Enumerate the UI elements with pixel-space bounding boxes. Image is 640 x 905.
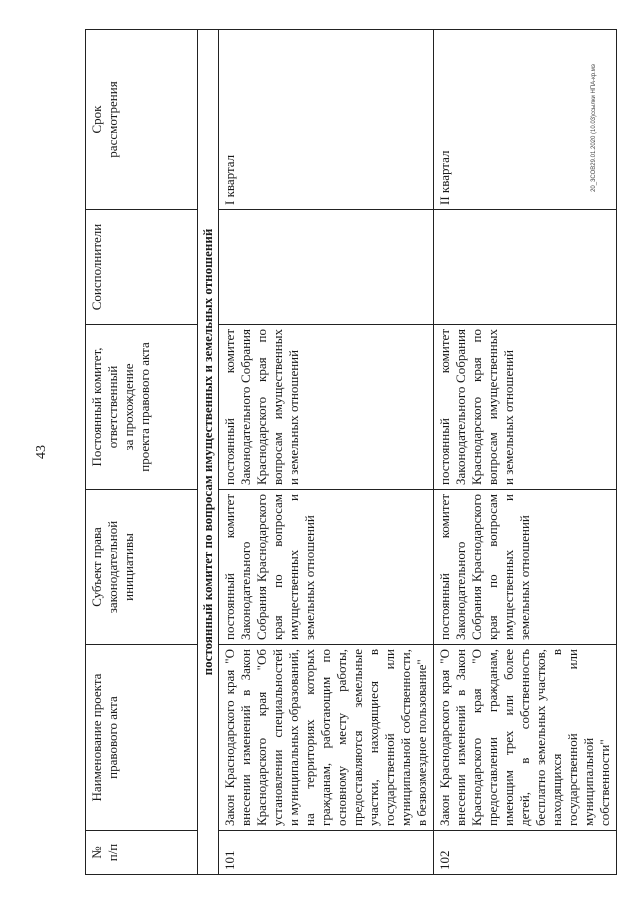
row-term: I квартал — [219, 30, 434, 210]
row-committee: постоянный комитет Законодательного Собрания Краснодарского края по вопросам имущественных и земельных отношений — [434, 325, 617, 490]
page-number: 43 — [34, 445, 49, 459]
header-subject: Субъект права законодательной инициативы — [86, 490, 198, 645]
header-num: № п/п — [86, 831, 198, 875]
header-term: Срок рассмотрения — [86, 30, 198, 210]
header-name: Наименование проекта правового акта — [86, 645, 198, 831]
row-coexecutors — [434, 210, 617, 325]
table-header-row — [86, 30, 198, 875]
row-name: Закон Краснодарского края "О внесении изменений в Закон Краснодарского края "Об установлении специальностей и муниципальных образований, на территориях которых гражданам, работающим по основному месту работы, предоставляются земельные участки, находящиеся в государственной или муниципальной собственности, в безвозмездное пользование" — [219, 645, 434, 831]
row-num: 101 — [219, 831, 434, 875]
row-subject: постоянный комитет Законодательного Собрания Краснодарского края по вопросам имущественных и земельных отношений — [219, 490, 434, 645]
document-stamp: 20_3СОВ29.01.2020 (10.03)ссылки НПА-кр.мэ — [591, 64, 597, 192]
section-row — [198, 30, 219, 875]
row-subject: постоянный комитет Законодательного Собрания Краснодарского края по вопросам имущественных и земельных отношений — [434, 490, 617, 645]
table-row — [219, 30, 434, 875]
header-committee: Постоянный комитет, ответственный за прохождение проекта правового акта — [86, 325, 198, 490]
header-coexecutors: Соисполнители — [86, 210, 198, 325]
row-coexecutors — [219, 210, 434, 325]
row-name: Закон Краснодарского края "О внесении изменений в Закон Краснодарского края "О предоставлении гражданам, имеющим трех или более детей, в собственность бесплатно земельных участков, находящихся в государственной или муниципальной собственности" — [434, 645, 617, 831]
row-committee: постоянный комитет Законодательного Собрания Краснодарского края по вопросам имущественных и земельных отношений — [219, 325, 434, 490]
row-term: II квартал — [434, 30, 617, 210]
section-title: постоянный комитет по вопросам имущественных и земельных отношений — [198, 30, 219, 875]
table-row — [434, 30, 617, 875]
row-num: 102 — [434, 831, 617, 875]
plan-table — [85, 29, 617, 875]
